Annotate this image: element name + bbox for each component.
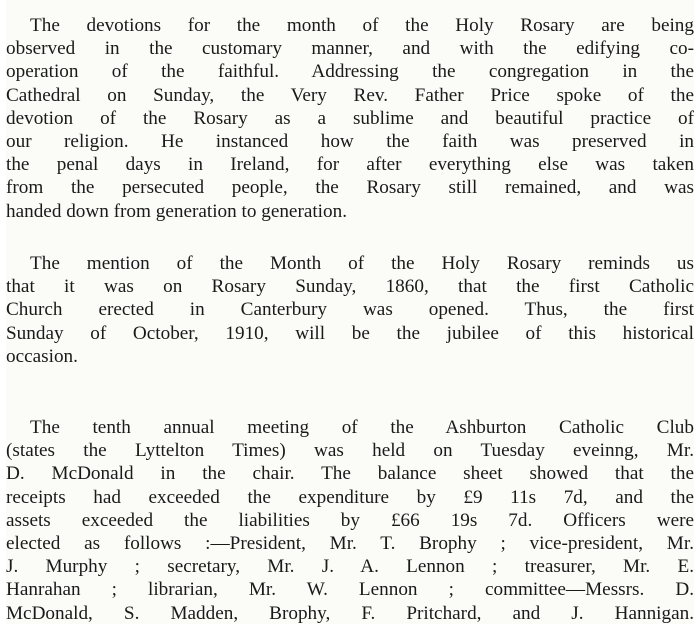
text-line: elected as follows :—President, Mr. T. Brophy ; vice-president, Mr. (6, 532, 694, 554)
text-line: receipts had exceeded the expenditure by £9 11s 7d, and the (6, 486, 694, 508)
paragraph-rosary-sunday-jubilee (6, 252, 694, 368)
paragraph-rosary-devotions (6, 14, 694, 223)
text-line: Hanrahan ; librarian, Mr. W. Lennon ; committee—Messrs. D. (6, 579, 694, 601)
text-line: observed in the customary manner, and with the edifying co- (6, 38, 694, 60)
paragraph-ashburton-catholic-club (6, 416, 694, 625)
text-line: D. McDonald in the chair. The balance sheet showed that the (6, 463, 694, 485)
text-line: J. Murphy ; secretary, Mr. J. A. Lennon ; treasurer, Mr. E. (6, 556, 694, 578)
text-line: Cathedral on Sunday, the Very Rev. Father Price spoke of the (6, 84, 694, 106)
text-line: Sunday of October, 1910, will be the jubilee of this historical (6, 322, 694, 344)
text-line: that it was on Rosary Sunday, 1860, that the first Catholic (6, 276, 694, 298)
text-line: (states the Lyttelton Times) was held on Tuesday eveinng, Mr. (6, 440, 694, 462)
text-line: The devotions for the month of the Holy Rosary are being (30, 15, 694, 36)
text-line: Church erected in Canterbury was opened. Thus, the first (6, 299, 694, 321)
text-line: McDonald, S. Madden, Brophy, F. Pritchard, and J. Hannigan. (6, 602, 694, 624)
text-line: our religion. He instanced how the faith was preserved in (6, 130, 694, 152)
text-line: occasion. (6, 345, 78, 367)
text-line: operation of the faithful. Addressing the congregation in the (6, 61, 694, 83)
text-line: the penal days in Ireland, for after everything else was taken (6, 154, 694, 176)
text-line: devotion of the Rosary as a sublime and beautiful practice of (6, 107, 694, 129)
text-line: The tenth annual meeting of the Ashburton Catholic Club (30, 417, 694, 438)
text-line: handed down from generation to generation. (6, 200, 347, 222)
text-line: from the persecuted people, the Rosary still remained, and was (6, 177, 694, 199)
text-line: assets exceeded the liabilities by £66 19s 7d. Officers were (6, 509, 694, 531)
text-line: The mention of the Month of the Holy Rosary reminds us (30, 253, 694, 274)
newspaper-column (6, 0, 694, 624)
